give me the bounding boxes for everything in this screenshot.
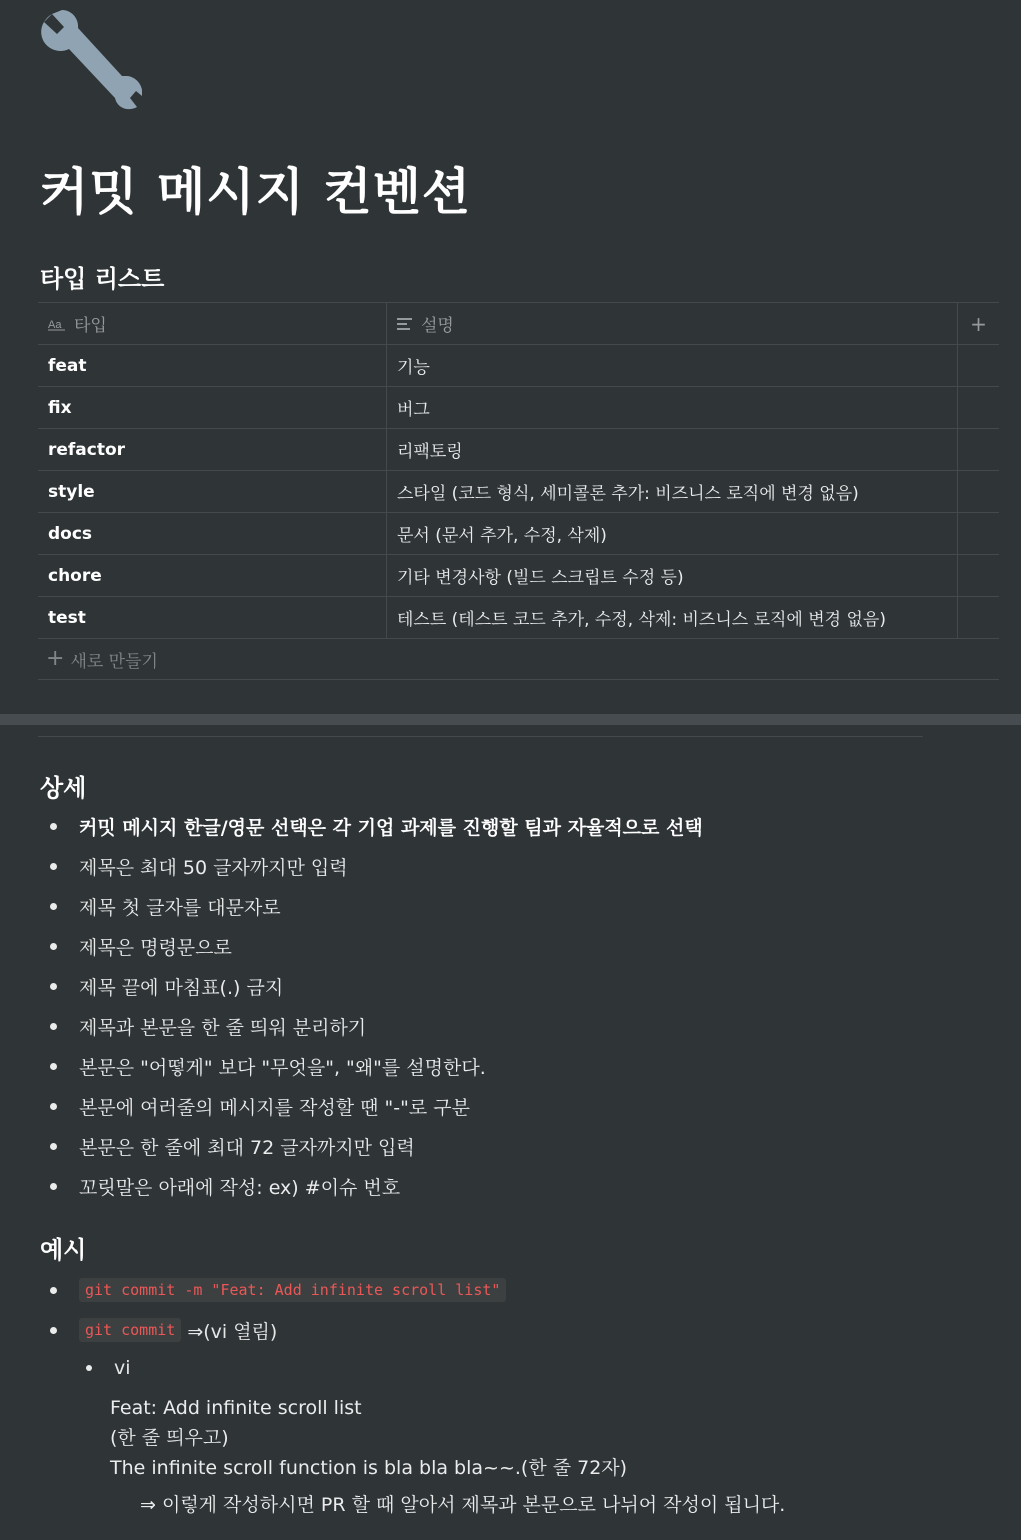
column-header-type[interactable] [38, 303, 387, 344]
list-item: 제목은 명령문으로 [46, 926, 703, 966]
bullet-icon [50, 1287, 57, 1294]
bullet-icon [50, 903, 57, 910]
table-row[interactable] [38, 470, 999, 512]
examples-sub-list [82, 1348, 131, 1388]
bullet-icon [50, 1143, 57, 1150]
column-label-desc: 설명 [421, 316, 454, 336]
desc-cell[interactable]: 스타일 (코드 형식, 세미콜론 추가: 비즈니스 로직에 변경 없음) [387, 471, 958, 512]
bullet-icon [86, 1365, 92, 1371]
desc-cell[interactable]: 테스트 (테스트 코드 추가, 수정, 삭제: 비즈니스 로직에 변경 없음) [387, 597, 958, 638]
table-row[interactable] [38, 386, 999, 428]
table-row[interactable] [38, 512, 999, 554]
examples-list [46, 1270, 506, 1350]
plus-icon: + [970, 311, 987, 336]
list-item: vi [82, 1348, 131, 1388]
new-row-label: 새로 만들기 [70, 651, 158, 672]
horizontal-scrollbar[interactable] [0, 714, 1021, 725]
list-item: 제목 끝에 마침표(.) 금지 [46, 966, 703, 1006]
type-cell[interactable]: chore [38, 555, 387, 596]
column-header-desc[interactable] [387, 303, 958, 344]
svg-text:Aa: Aa [48, 318, 62, 331]
inline-code: git commit [79, 1318, 181, 1342]
bullet-icon [50, 823, 57, 830]
bullet-icon [50, 1103, 57, 1110]
type-cell[interactable]: fix [38, 387, 387, 428]
page-title: 커밋 메시지 컨벤션 [40, 163, 472, 221]
plus-icon: + [46, 646, 65, 671]
bullet-icon [50, 983, 57, 990]
list-item: 꼬릿말은 아래에 작성: ex) #이슈 번호 [46, 1166, 703, 1206]
table-row[interactable] [38, 554, 999, 596]
desc-cell[interactable]: 문서 (문서 추가, 수정, 삭제) [387, 513, 958, 554]
desc-cell[interactable]: 기타 변경사항 (빌드 스크립트 수정 등) [387, 555, 958, 596]
table-row[interactable] [38, 344, 999, 386]
type-cell[interactable]: refactor [38, 429, 387, 470]
bullet-icon [50, 863, 57, 870]
text-lines-icon [397, 318, 413, 330]
bullet-icon [50, 1063, 57, 1070]
empty-cell[interactable] [958, 429, 999, 470]
details-heading: 상세 [40, 774, 87, 802]
table-header-row [38, 302, 999, 344]
empty-cell[interactable] [958, 555, 999, 596]
desc-cell[interactable]: 기능 [387, 345, 958, 386]
bullet-icon [50, 1327, 57, 1334]
divider [38, 736, 923, 737]
table-row[interactable] [38, 596, 999, 638]
empty-cell[interactable] [958, 387, 999, 428]
list-item: 커밋 메시지 한글/영문 선택은 각 기업 과제를 진행할 팀과 자율적으로 선택 [46, 806, 703, 846]
desc-cell[interactable]: 리팩토링 [387, 429, 958, 470]
type-cell[interactable]: feat [38, 345, 387, 386]
list-item: git commit ⇒(vi 열림) [46, 1310, 506, 1350]
bullet-icon [50, 943, 57, 950]
list-item: 본문은 "어떻게" 보다 "무엇을", "왜"를 설명한다. [46, 1046, 703, 1086]
list-item: 제목은 최대 50 글자까지만 입력 [46, 846, 703, 886]
inline-code: git commit -m "Feat: Add infinite scroll list" [79, 1278, 506, 1302]
wrench-icon[interactable] [38, 10, 142, 114]
list-item: 본문은 한 줄에 최대 72 글자까지만 입력 [46, 1126, 703, 1166]
empty-cell[interactable] [958, 345, 999, 386]
type-cell[interactable]: test [38, 597, 387, 638]
bullet-icon [50, 1023, 57, 1030]
vi-example-text: Feat: Add infinite scroll list (한 줄 띄우고) The infinite scroll function is bla bla bla~~.(한 줄 72자) [110, 1397, 628, 1479]
type-table [38, 302, 999, 680]
type-cell[interactable]: style [38, 471, 387, 512]
empty-cell[interactable] [958, 597, 999, 638]
note-text: ⇒ 이렇게 작성하시면 PR 할 때 알아서 제목과 본문으로 나뉘어 작성이 됩니다. [140, 1494, 786, 1516]
column-label-type: 타입 [74, 316, 107, 336]
new-row-button[interactable] [38, 638, 999, 680]
empty-cell[interactable] [958, 471, 999, 512]
text-type-icon [48, 317, 66, 331]
details-list [46, 806, 703, 1206]
list-item [46, 1270, 506, 1310]
type-cell[interactable]: docs [38, 513, 387, 554]
examples-heading: 예시 [40, 1236, 87, 1264]
table-row[interactable] [38, 428, 999, 470]
list-item: 본문에 여러줄의 메시지를 작성할 땐 "-"로 구분 [46, 1086, 703, 1126]
desc-cell[interactable]: 버그 [387, 387, 958, 428]
list-item: 제목과 본문을 한 줄 띄워 분리하기 [46, 1006, 703, 1046]
type-list-heading: 타입 리스트 [40, 265, 165, 293]
list-item: 제목 첫 글자를 대문자로 [46, 886, 703, 926]
add-column-button[interactable] [958, 303, 999, 344]
bullet-icon [50, 1183, 57, 1190]
empty-cell[interactable] [958, 513, 999, 554]
